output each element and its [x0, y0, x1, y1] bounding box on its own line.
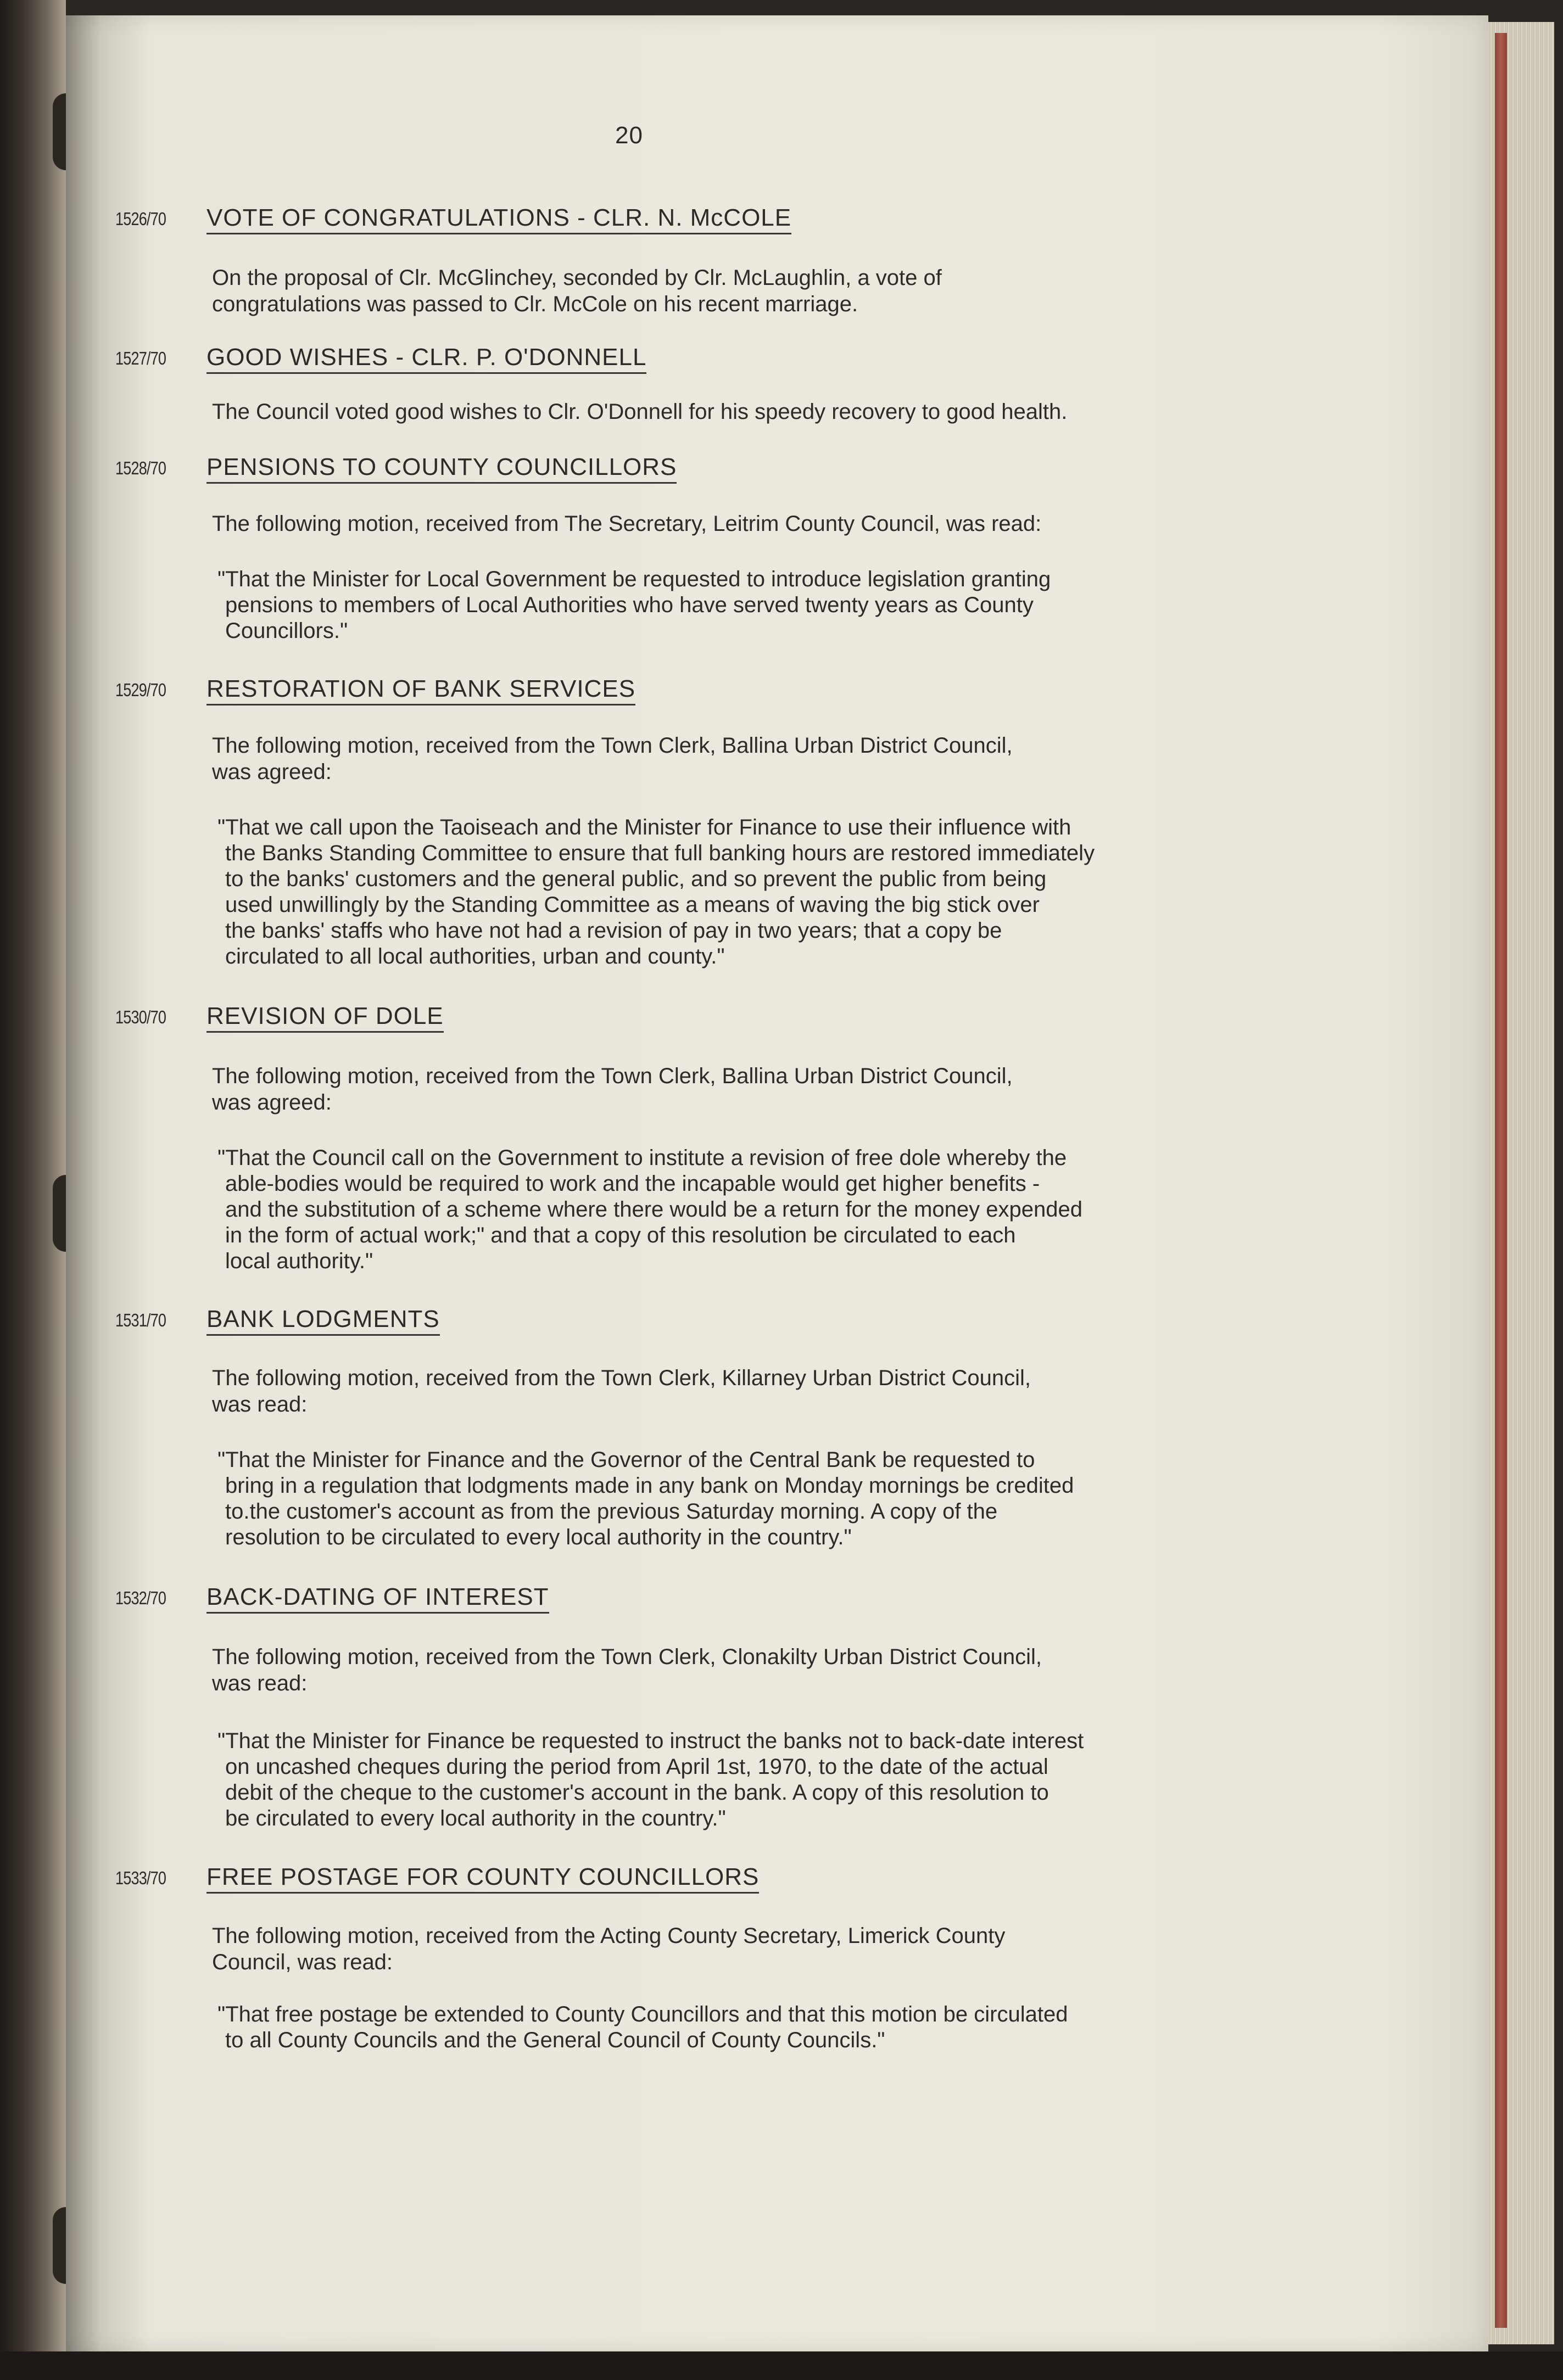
item-heading: PENSIONS TO COUNTY COUNCILLORS — [206, 453, 677, 484]
motion-quote: "That the Minister for Finance and the Governor of the Central Bank be requested to bring in a regulation that lodgments made in any bank on Monday mornings be credited to.the customer's account as from the previous Saturday morning. A copy of the resolution to be circulated to every local authority in the country." — [217, 1448, 1074, 1549]
item-heading: BACK-DATING OF INTEREST — [206, 1583, 549, 1614]
motion-quote: "That the Council call on the Government to institute a revision of free dole whereby the able-bodies would be required to work and the incapable would get higher benefits - and the substitution of a scheme where there would be a return for the money expended in the form of actual work;" and that a copy of this resolution be circulated to each local authority." — [217, 1146, 1082, 1273]
item-heading: GOOD WISHES - CLR. P. O'DONNELL — [206, 344, 646, 374]
motion-quote: "That free postage be extended to County Councillors and that this motion be circulated to all County Councils and the General Council of County Councils." — [217, 2002, 1068, 2052]
item-number: 1531/70 — [115, 1310, 166, 1330]
item-number: 1530/70 — [115, 1007, 166, 1027]
item-heading: REVISION OF DOLE — [206, 1003, 444, 1033]
item-text: The following motion, received from the Town Clerk, Clonakilty Urban District Council, was read: — [212, 1645, 1042, 1695]
item-text: The following motion, received from the Town Clerk, Killarney Urban District Council, was read: — [212, 1366, 1031, 1416]
motion-quote: "That the Minister for Finance be requested to instruct the banks not to back-date interest on uncashed cheques during the period from April 1st, 1970, to the date of the actual debit of the cheque to the customer's account in the bank. A copy of this resolution to be circulated to every local authority in the country." — [217, 1729, 1084, 1830]
item-text: The following motion, received from the Town Clerk, Ballina Urban District Council, was agreed: — [212, 1064, 1013, 1115]
item-number: 1529/70 — [115, 680, 166, 700]
page-number: 20 — [615, 122, 643, 149]
item-heading: FREE POSTAGE FOR COUNTY COUNCILLORS — [206, 1863, 759, 1894]
item-heading: BANK LODGMENTS — [206, 1306, 440, 1336]
item-number: 1533/70 — [115, 1868, 166, 1888]
item-number: 1527/70 — [115, 348, 166, 368]
item-text: The following motion, received from the Acting County Secretary, Limerick County Council, was read: — [212, 1924, 1006, 1974]
ribbon-marker — [1495, 33, 1507, 2328]
item-heading: VOTE OF CONGRATULATIONS - CLR. N. McCOLE — [206, 204, 791, 234]
motion-quote: "That we call upon the Taoiseach and the Minister for Finance to use their influence with the Banks Standing Committee to ensure that full banking hours are restored immediately to the banks' customers and the general public, and so prevent the public from being used unwillingly by the Standing Committee as a means of waving the big stick over the banks' staffs who have not had a revision of pay in two years; that a copy be circulated to all local authorities, urban and county." — [217, 815, 1095, 968]
item-number: 1526/70 — [115, 209, 166, 229]
bottom-shadow — [0, 2351, 1563, 2380]
item-number: 1532/70 — [115, 1588, 166, 1608]
item-text: The following motion, received from the Town Clerk, Ballina Urban District Council, was agreed: — [212, 733, 1013, 784]
item-text: On the proposal of Clr. McGlinchey, seconded by Clr. McLaughlin, a vote of congratulations was passed to Clr. McCole on his recent marriage. — [212, 266, 942, 316]
motion-quote: "That the Minister for Local Government be requested to introduce legislation granting pensions to members of Local Authorities who have served twenty years as County Councillors." — [217, 567, 1051, 643]
item-number: 1528/70 — [115, 458, 166, 478]
item-heading: RESTORATION OF BANK SERVICES — [206, 675, 635, 705]
item-text: The following motion, received from The Secretary, Leitrim County Council, was read: — [212, 512, 1042, 536]
item-text: The Council voted good wishes to Clr. O'Donnell for his speedy recovery to good health. — [212, 400, 1068, 424]
